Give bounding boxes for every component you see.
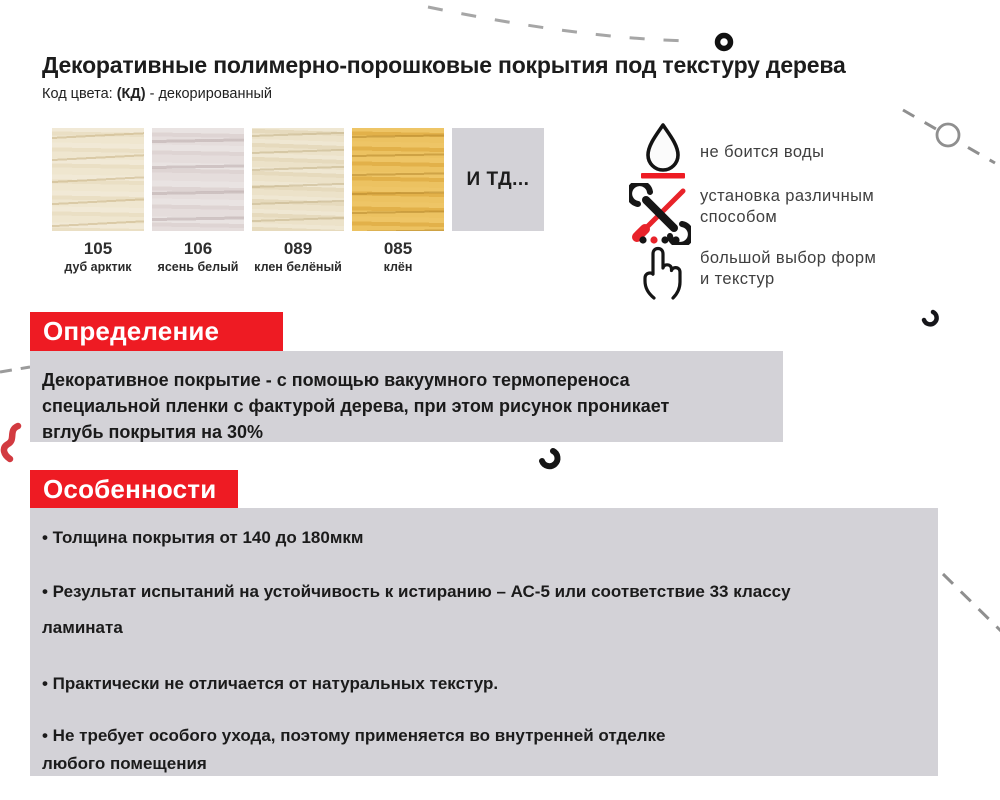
swatch-name: ясень белый	[157, 260, 239, 274]
red-squiggle	[4, 426, 18, 459]
swatch-name: клен белёный	[254, 260, 342, 274]
dashed-line-topright	[903, 110, 995, 163]
advantage-label: большой выбор форм и текстур	[700, 249, 877, 288]
definition-line: Декоративное покрытие - с помощью вакуумного термопереноса	[42, 370, 630, 390]
swatch-image	[52, 128, 144, 231]
circle-doodle	[937, 124, 959, 146]
swatch-item-etc	[452, 128, 544, 275]
swatch-item	[52, 128, 144, 275]
swatch-item	[152, 128, 244, 275]
dashes-left	[0, 367, 30, 372]
definition-line: специальной пленки с фактурой дерева, при этом рисунок проникает	[42, 396, 670, 416]
water-drop-icon	[640, 122, 686, 180]
swatch-row	[52, 128, 544, 275]
swatch-code: 089	[283, 239, 313, 258]
features-heading: Особенности	[30, 470, 238, 509]
color-code-subtitle	[42, 86, 272, 102]
swatch-code: 106	[183, 239, 213, 258]
swatch-item	[352, 128, 444, 275]
swatch-code: 105	[83, 239, 113, 258]
swatch-image	[252, 128, 344, 231]
swatch-name: дуб арктик	[64, 260, 132, 274]
subtitle-prefix: Код цвета:	[42, 86, 117, 102]
swatch-etc-box: И ТД...	[452, 128, 544, 231]
swatch-image	[352, 128, 444, 231]
feature-bullet: • Практически не отличается от натуральных текстур.	[42, 674, 499, 693]
swatch-code: 085	[383, 239, 413, 258]
definition-panel	[30, 351, 783, 442]
page-title: Декоративные полимерно-порошковые покрытия под текстуру дерева	[42, 52, 846, 78]
dashed-arc-top	[428, 7, 695, 41]
color-code: (КД)	[116, 86, 146, 102]
feature-bullet: • Толщина покрытия от 140 до 180мкм	[42, 528, 364, 547]
comma-doodle-big	[542, 451, 557, 466]
swatch-name: клён	[383, 260, 413, 274]
dashed-line-right	[943, 574, 1000, 633]
swatch-item	[252, 128, 344, 275]
advantage-label: установка различным способом	[700, 187, 875, 226]
feature-bullet: • Результат испытаний на устойчивость к истиранию – АС-5 или соответствие 33 классу ламината	[42, 582, 791, 637]
swatch-image	[152, 128, 244, 231]
comma-doodle-small	[924, 312, 937, 324]
touch-hand-icon	[636, 234, 686, 300]
definition-line: вглубь покрытия на 30%	[42, 422, 264, 442]
subtitle-suffix: - декорированный	[145, 86, 272, 102]
ring-dot	[718, 36, 731, 49]
definition-heading: Определение	[30, 312, 283, 351]
feature-bullet: • Не требует особого ухода, поэтому применяется во внутренней отделке любого помещения	[42, 726, 666, 773]
features-panel	[30, 508, 938, 776]
advantage-label: не боится воды	[700, 143, 825, 161]
